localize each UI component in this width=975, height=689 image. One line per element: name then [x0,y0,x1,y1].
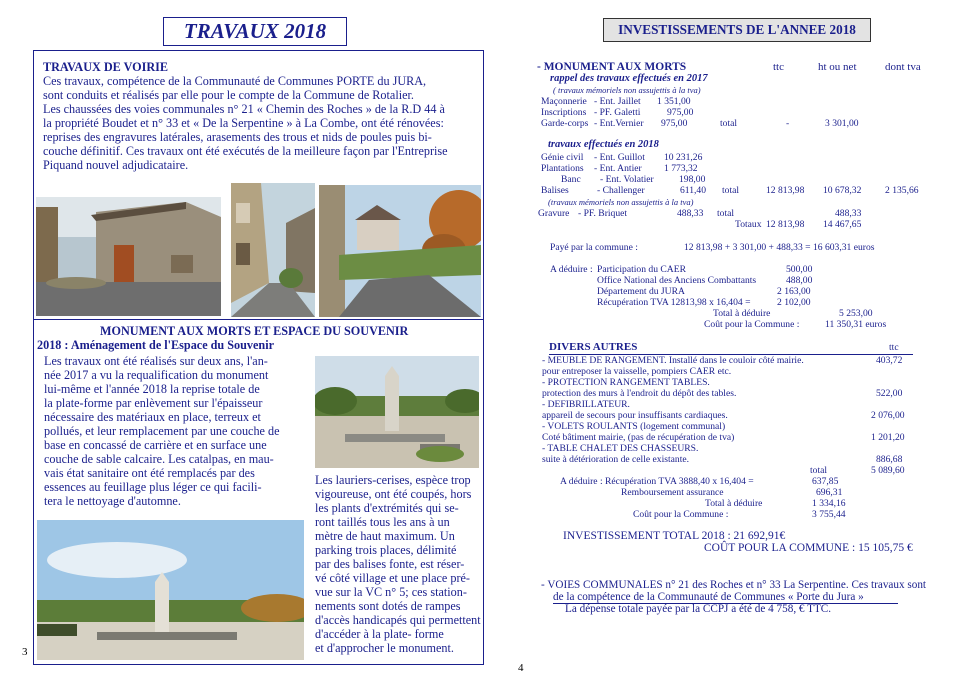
rappel-row-label: Inscriptions [541,107,587,118]
voirie-line: Piquand nouvel adjudicataire. [43,158,189,172]
effectues-row-ent: - Ent. Volatier [600,174,654,185]
monument-line: Les travaux ont été réalisés sur deux ans, l'an- [44,354,268,368]
laurier-line: et d'approcher le monument. [315,641,454,655]
divers-row: - PROTECTION RANGEMENT TABLES. [542,377,710,388]
monument-line: lui-même et l'année 2018 la reprise totale de [44,382,260,396]
laurier-text [315,473,481,655]
col-ht-label: ht ou net [818,61,857,73]
voirie-line: reprises des engravures latérales, arasements des trous et nids de poules puis bi- [43,130,432,144]
page-number-left: 3 [22,646,28,658]
rappel-row-ent: - PF. Galetti [594,107,641,118]
laurier-line: par des balises fonte, est réser- [315,557,465,571]
effectues-row-amount: 10 231,26 [664,152,703,163]
rappel-total-dash: - [786,118,790,129]
rappel-row-amount: 975,00 [661,118,688,129]
balises-ttc: 12 813,98 [766,185,805,196]
effectues-row-amount: 198,00 [679,174,706,185]
rembourse-value: 696,31 [816,487,843,498]
effectues-note: (travaux mémoriels non assujettis à la tva) [548,197,694,207]
laurier-line: Les lauriers-cerises, espèce trop [315,473,471,487]
total-deduire-label: Total à déduire [713,308,771,319]
rappel-total-value: 3 301,00 [825,118,859,129]
effectues-row-label: Génie civil [541,152,584,163]
cout-total: COÛT POUR LA COMMUNE : 15 105,75 € [704,542,913,554]
divers-row-amount: 886,68 [876,454,903,465]
effectues-row-amount: 611,40 [680,185,707,196]
deduire-label: A déduire : [550,264,593,275]
rappel-row-amount: 975,00 [667,107,694,118]
divers-row-amount: 2 076,00 [871,410,905,421]
divers-row: appareil de secours pour insuffisants cardiaques. [542,410,728,421]
monument-line: couche de sable calcaire. Les catalpas, en mau- [44,452,274,466]
cout-commune-label: Coût pour la Commune : [704,319,800,330]
gravure-total-value: 488,33 [835,208,862,219]
deduire-row-amount: 500,00 [786,264,813,275]
divers-total-value: 5 089,60 [871,465,905,476]
divers-row: - TABLE CHALET DES CHASSEURS. [542,443,699,454]
rappel-total-label: total [720,118,738,129]
laurier-line: parking trois places, délimité [315,543,457,557]
divers-total-deduire-value: 1 334,16 [812,498,846,509]
effectues-heading: travaux effectués en 2018 [548,139,659,150]
monument-line: tera le nettoyage d'automne. [44,494,181,508]
monument-text [44,354,296,508]
effectues-row-amount: 1 773,32 [664,163,698,174]
divers-total-deduire-label: Total à déduire [705,498,763,509]
monument-line: pollués, et leur remplacement par une couche de [44,424,280,438]
voies-line-3: La dépense totale payée par la CCPJ a été de 4 758, € TTC. [565,603,832,615]
divers-row: pour entreposer la vaisselle, pompiers CAER etc. [542,366,732,377]
divers-row-amount: 522,00 [876,388,903,399]
gravure-label: Gravure [538,208,570,219]
voirie-line: couche définitif. Ces travaux ont été exécutés de la meilleure façon par l'Entreprise [43,144,448,158]
effectues-row-label: Balises [541,185,569,196]
voirie-line: sont conduits et réalisés par elle pour le compte de la Commune de Rotalier. [43,88,414,102]
balises-ht: 10 678,32 [823,185,862,196]
monument-invest-heading: - MONUMENT AUX MORTS [537,61,687,73]
left-page-title: TRAVAUX 2018 [163,17,347,46]
rappel-row-ent: - Ent.Vernier [594,118,644,129]
deduire-row-label: Participation du CAER [597,264,686,275]
deduire-row-amount: 2 163,00 [777,286,811,297]
divers-row: suite à détérioration de celle existante. [542,454,690,465]
divers-row: - DEFIBRILLATEUR. [542,399,630,410]
divers-deduire-label: A déduire : Récupération TVA 3888,40 x 16,404 = [560,476,754,487]
cout-commune-value: 11 350,31 euros [825,319,887,330]
photo-monument-close [315,356,479,468]
laurier-line: vue sur la VC n° 5; ces station- [315,585,467,599]
effectues-row-ent: - Ent. Antier [594,163,642,174]
rappel-note: ( travaux mémoriels non assujettis à la tva) [553,85,701,95]
deduire-row-label: Office National des Anciens Combattants [597,275,757,286]
laurier-line: mètre de haut maximum. Un [315,529,455,543]
deduire-row-label: Département du JURA [597,286,685,297]
voies-line-2: de la compétence de la Communauté de Communes « Porte du Jura » [553,591,864,603]
laurier-line: d'accéder à la plate- forme [315,627,444,641]
rappel-row-ent: - Ent. Jaillet [594,96,641,107]
deduire-row-amount: 488,00 [786,275,813,286]
divers-row: Coté bâtiment mairie, (pas de récupération de tva) [542,432,735,443]
totaux-label: Totaux [735,219,762,230]
left-section-divider [33,319,484,320]
voies-line-1: - VOIES COMMUNALES n° 21 des Roches et n° 33 La Serpentine. Ces travaux sont [541,579,927,591]
deduire-row-amount: 2 102,00 [777,297,811,308]
deduire-row-label: Récupération TVA 12813,98 x 16,404 = [597,297,751,308]
amenagement-heading: 2018 : Aménagement de l'Espace du Souvenir [37,338,274,352]
effectues-row-label: Banc [561,174,581,185]
balises-total-label: total [722,185,740,196]
photo-house-road [36,197,221,316]
monument-heading: MONUMENT AUX MORTS ET ESPACE DU SOUVENIR [100,324,409,338]
divers-heading: DIVERS AUTRES [549,341,638,353]
divers-row-amount: 403,72 [876,355,903,366]
divers-row: - VOLETS ROULANTS (logement communal) [542,421,726,432]
monument-line: la plate-forme par enlèvement sur l'épaisseur [44,396,263,410]
laurier-line: vigoureuse, ont été coupés, hors [315,487,472,501]
effectues-row-ent: - Challenger [597,185,645,196]
divers-deduire-value: 637,85 [812,476,839,487]
totaux-ttc: 12 813,98 [766,219,805,230]
col-tva-label: dont tva [885,61,921,73]
page-number-right: 4 [518,662,524,674]
rappel-row-amount: 1 351,00 [657,96,691,107]
right-page-title: INVESTISSEMENTS DE L'ANNEE 2018 [603,18,871,42]
monument-line: vais état sanitaire ont été remplacés par des [44,466,255,480]
photo-village-street [231,183,315,317]
paye-formula: 12 813,98 + 3 301,00 + 488,33 = 16 603,31 euros [684,242,875,253]
effectues-row-ent: - Ent. Guillot [594,152,645,163]
invest-total: INVESTISSEMENT TOTAL 2018 : 21 692,91€ [563,530,786,542]
divers-row: - MEUBLE DE RANGEMENT. Installé dans le couloir côté mairie. [542,355,804,366]
balises-tva: 2 135,66 [885,185,919,196]
effectues-row-label: Plantations [541,163,584,174]
gravure-total-label: total [717,208,735,219]
rappel-row-label: Garde-corps [541,118,589,129]
totaux-ht: 14 467,65 [823,219,862,230]
col-ttc-label: ttc [773,61,784,73]
rappel-row-label: Maçonnerie [541,96,587,107]
rappel-heading: rappel des travaux effectués en 2017 [550,73,708,84]
voirie-line: Les chaussées des voies communales n° 21 « Chemin des Roches » de la R.D 44 à [43,102,445,116]
monument-line: nécessaire des matériaux en place, terreux et [44,410,261,424]
voirie-heading: TRAVAUX DE VOIRIE [43,60,169,74]
paye-label: Payé par la commune : [550,242,638,253]
voirie-line: Ces travaux, compétence de la Communauté de Communes PORTE du JURA, [43,74,427,88]
monument-line: née 2017 a vu la requalification du monument [44,368,269,382]
monument-line: base en concassé de carrière et en surface une [44,438,267,452]
gravure-ent: - PF. Briquet [578,208,628,219]
laurier-line: nements sont dotés de rampes [315,599,461,613]
voirie-text [43,74,479,172]
photo-road-curve [319,185,481,317]
photo-monument-wide [37,520,304,660]
gravure-amount: 488,33 [677,208,704,219]
laurier-line: vé côté village et une place pré- [315,571,470,585]
divers-cout-label: Coût pour la Commune : [633,509,729,520]
laurier-line: ront taillés tous les ans à un [315,515,450,529]
divers-cout-value: 3 755,44 [812,509,846,520]
laurier-line: les plants d'extrémités qui se- [315,501,459,515]
total-deduire-value: 5 253,00 [839,308,873,319]
voirie-line: la propriété Boudet et n° 33 et « De la Serpentine » à La Combe, ont été rénovées: [43,116,444,130]
divers-row-amount: 1 201,20 [871,432,905,443]
monument-line: essences au feuillage plus léger ce qui facili- [44,480,262,494]
divers-row: protection des murs à l'endroit du dépôt des tables. [542,388,737,399]
laurier-line: d'accès handicapés qui permettent [315,613,481,627]
rembourse-label: Remboursement assurance [621,487,724,498]
divers-total-label: total [810,465,828,476]
divers-ttc-label: ttc [889,342,899,353]
